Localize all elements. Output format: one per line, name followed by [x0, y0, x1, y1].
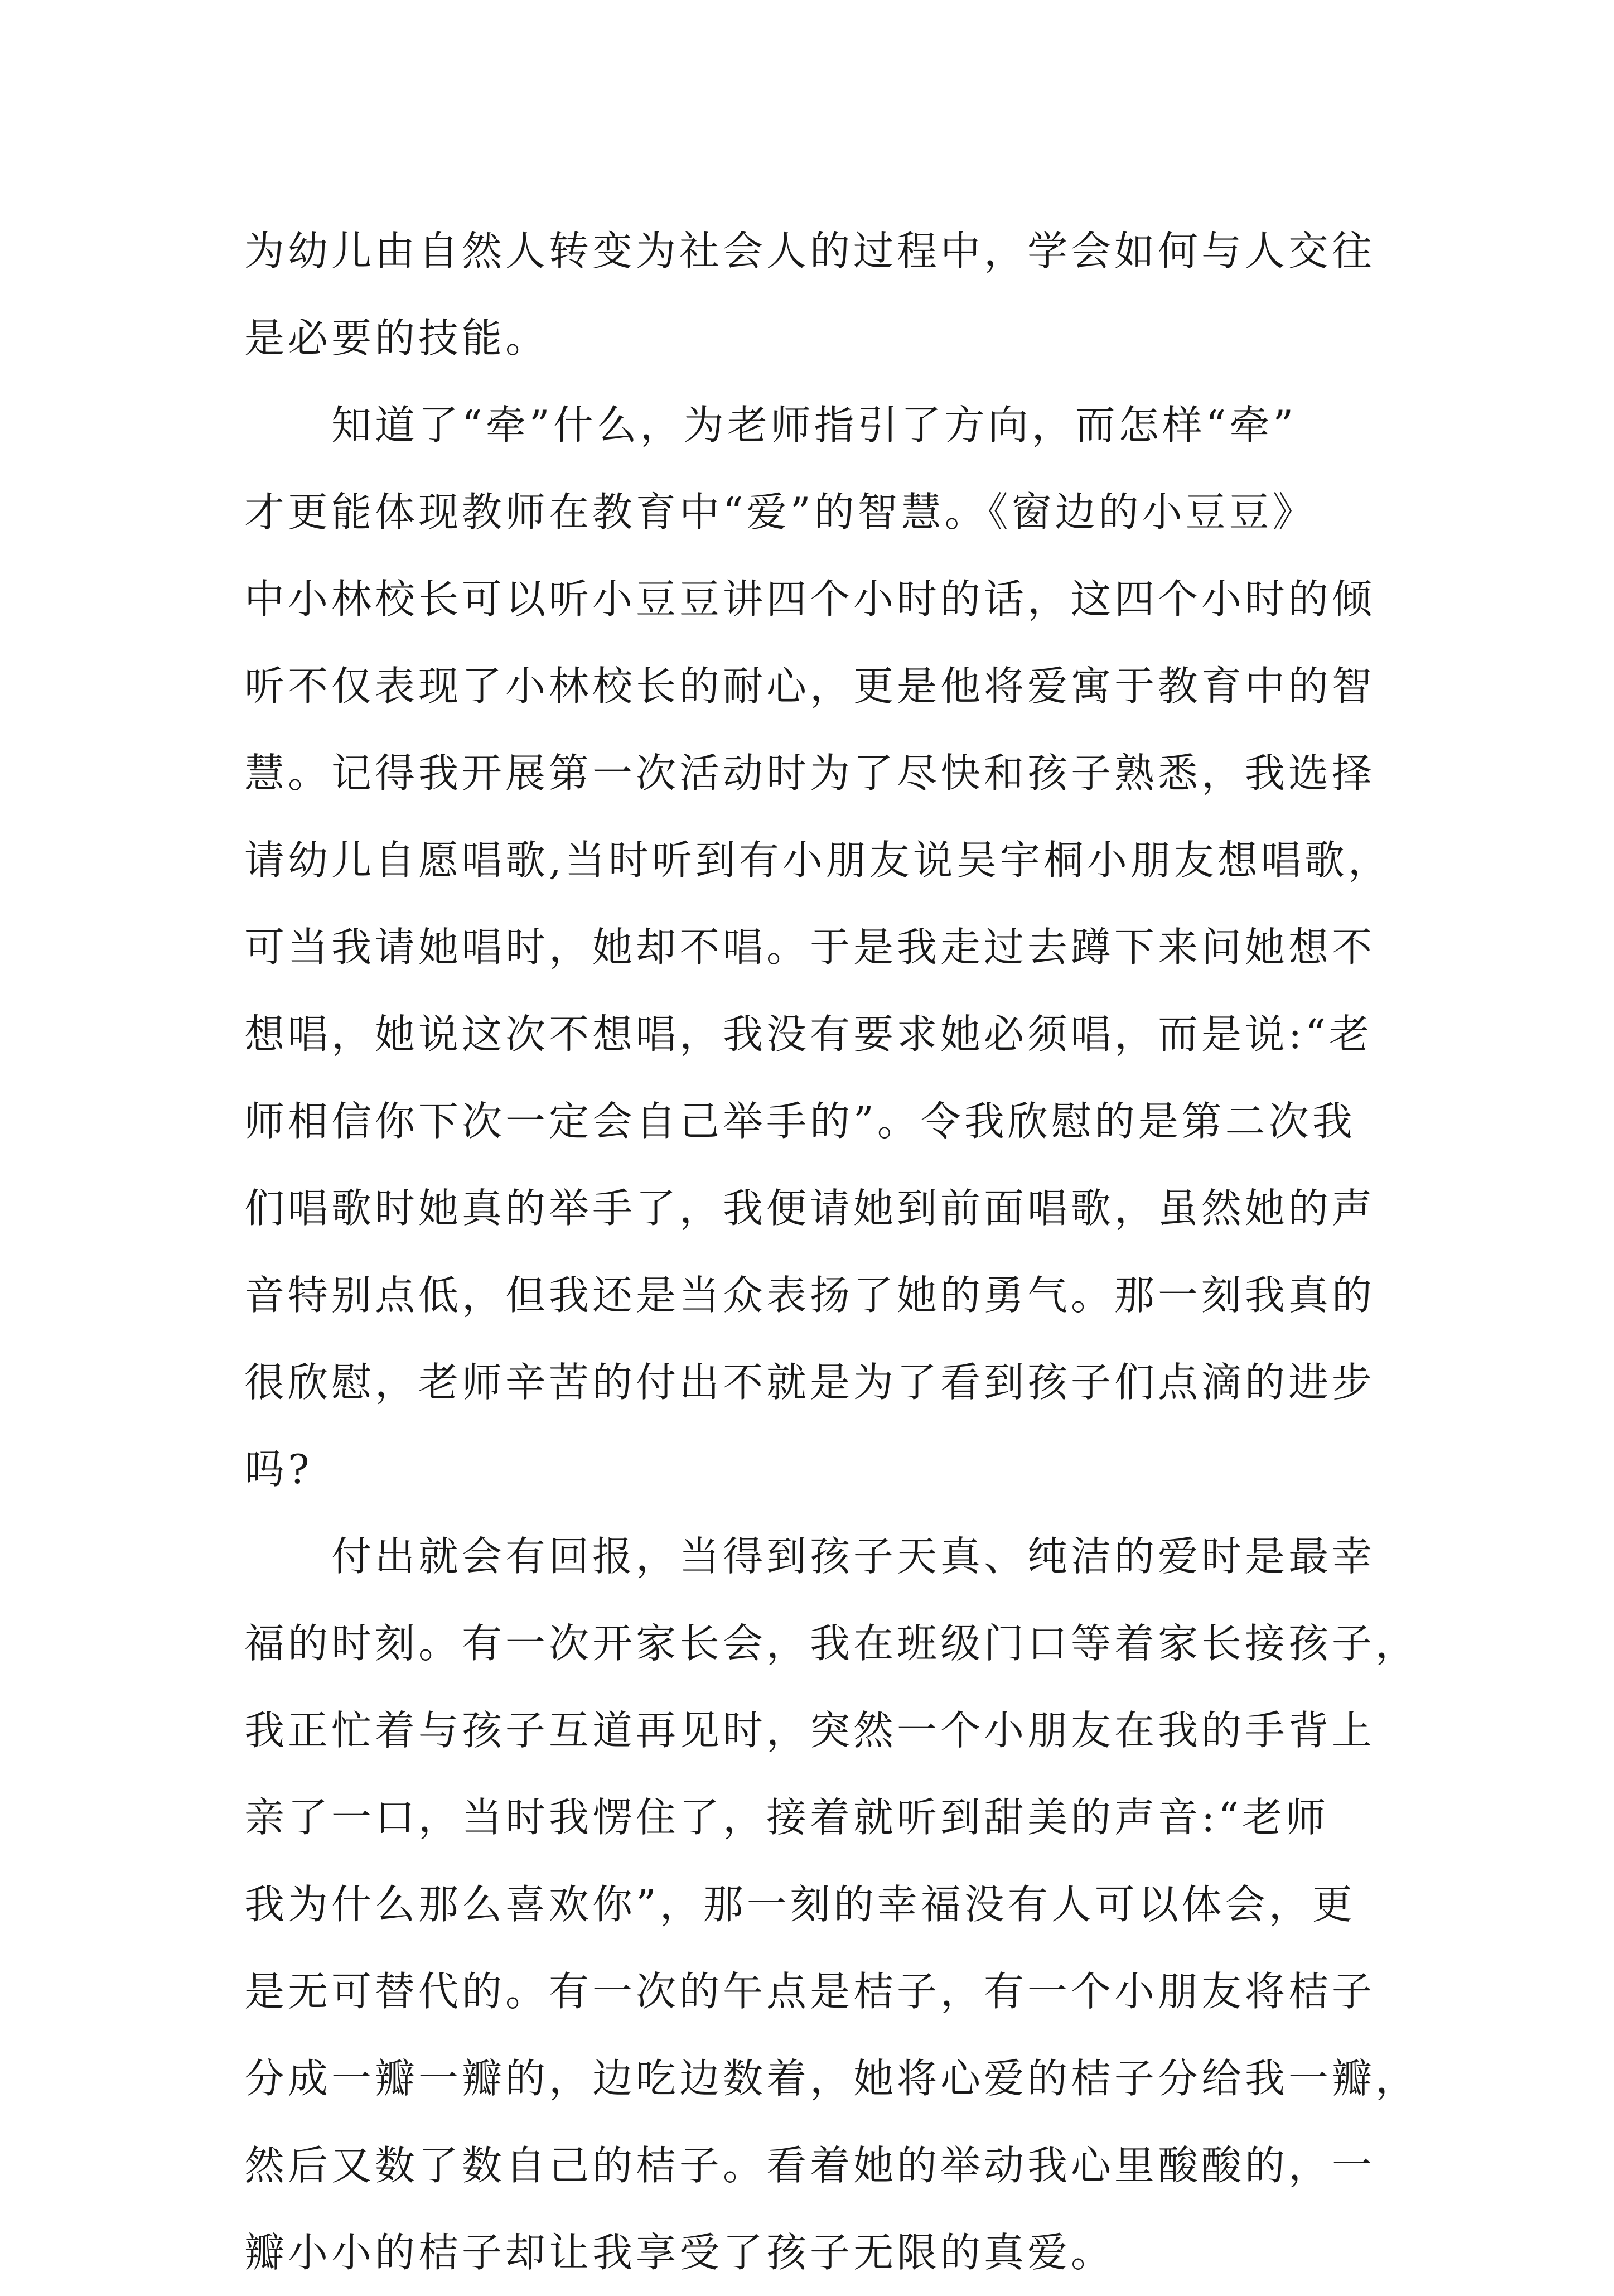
paragraph-first-line: 知道了“牵”什么，为老师指引了方向，而怎样“牵” [331, 402, 1297, 448]
text-line: 们唱歌时她真的举手了，我便请她到前面唱歌，虽然她的声 [244, 1185, 1376, 1232]
text-line: 瓣小小的桔子却让我享受了孩子无限的真爱。 [244, 2229, 1115, 2276]
text-line: 请幼儿自愿唱歌,当时听到有小朋友说吴宇桐小朋友想唱歌， [244, 837, 1391, 884]
text-line: 师相信你下次一定会自己举手的”。令我欣慰的是第二次我 [244, 1098, 1356, 1145]
text-line: 中小林校长可以听小豆豆讲四个小时的话，这四个小时的倾 [244, 576, 1376, 623]
text-line: 听不仅表现了小林校长的耐心，更是他将爱寓于教育中的智 [244, 663, 1376, 710]
text-line: 慧。记得我开展第一次活动时为了尽快和孩子熟悉，我选择 [244, 750, 1376, 797]
text-line: 我正忙着与孩子互道再见时，突然一个小朋友在我的手背上 [244, 1707, 1376, 1754]
text-line: 分成一瓣一瓣的，边吃边数着，她将心爱的桔子分给我一瓣， [244, 2055, 1419, 2102]
text-line: 是必要的技能。 [244, 315, 549, 361]
text-line: 可当我请她唱时，她却不唱。于是我走过去蹲下来问她想不 [244, 924, 1376, 971]
text-line: 我为什么那么喜欢你”，那一刻的幸福没有人可以体会，更 [244, 1881, 1356, 1928]
text-line: 亲了一口，当时我愣住了，接着就听到甜美的声音:“老师 [244, 1794, 1330, 1841]
text-line: 音特别点低，但我还是当众表扬了她的勇气。那一刻我真的 [244, 1272, 1376, 1319]
text-line: 很欣慰，老师辛苦的付出不就是为了看到孩子们点滴的进步 [244, 1359, 1376, 1406]
text-line: 想唱，她说这次不想唱，我没有要求她必须唱，而是说:“老 [244, 1011, 1373, 1058]
paragraph-first-line: 付出就会有回报，当得到孩子天真、纯洁的爱时是最幸 [331, 1533, 1376, 1580]
body-text [244, 208, 1419, 2296]
text-line: 才更能体现教师在教育中“爱”的智慧。《窗边的小豆豆》 [244, 489, 1316, 536]
text-line: 吗? [244, 1446, 313, 1493]
text-line: 然后又数了数自己的桔子。看着她的举动我心里酸酸的，一 [244, 2142, 1376, 2189]
text-line: 为幼儿由自然人转变为社会人的过程中，学会如何与人交往 [244, 228, 1376, 274]
text-line: 福的时刻。有一次开家长会，我在班级门口等着家长接孩子， [244, 1620, 1419, 1667]
text-line: 是无可替代的。有一次的午点是桔子，有一个小朋友将桔子 [244, 1968, 1376, 2015]
